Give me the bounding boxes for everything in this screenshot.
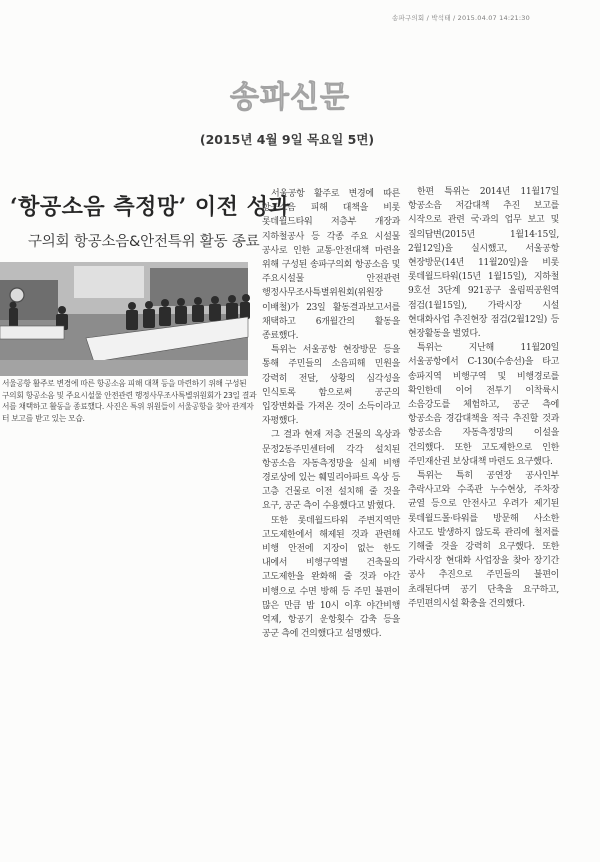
photo-caption — [2, 378, 257, 424]
article-column-middle — [262, 187, 400, 642]
article-paragraph: 특위는 지난해 11월20일 서울공항에서 C-130(수송선)을 타고 송파지역 비행구역 및 비행경로를 확인한데 이어 전투기 이착륙시 소음강도를 체험하고, 공군 측에 항공소음 경감대책을 적극 추진할 것과 항공소음 자동측정망의 이설을 건의했다. 또한 고도제한으로 인한 주민재산권 보상대책 마련도 요구했다. — [408, 343, 559, 467]
photo-wall-panel — [0, 280, 58, 320]
caption-line: 구의회 항공소음 및 주요시설물 안전관련 행정사무조사특별위원회가 23일 결과 — [2, 390, 257, 400]
article-paragraph: 또한 롯데월드타워 주변지역만 고도제한에서 해제된 것과 관련해 비행 안전에 지장이 없는 한도 내에서 비행구역별 건축물의 고도제한을 완화해 줄 것과 야간 비행으로 수면 방해 등 주민 불편이 많은 만큼 밤 10시 이후 야간비행 억제, 항공기 운항횟수 감축 등을 공군 측에 건의했다고 설명했다. — [262, 515, 400, 640]
article-paragraph: 한편 특위는 2014년 11월17일 항공소음 저감대책 추진 보고를 시작으로 관련 국·과의 업무 보고 및 질의답변(2015년 1월14·15일, 2월12일)을 실시했고, 서울공항 현장방문(14년 11월20일)을 비롯 롯데월드타워(15년 1월15일), 지하철 9호선 3단계 921공구 올림픽공원역 점검(1월15일), 가락시장 시설 현대화사업 추진현장 점검(2월12일) 등 현장활동을 벌였다. — [408, 187, 559, 340]
caption-line: 서울공항 활주로 변경에 따른 항공소음 피해 대책 등을 마련하기 위해 구성된 — [2, 379, 247, 388]
newspaper-masthead: 송파신문 — [230, 80, 350, 115]
photo-floor — [0, 360, 248, 376]
article-paragraph: 특위는 서울공항 현장방문 등을 통해 주민들의 소음피해 민원을 강력히 전달, 상황의 심각성을 인식토록 함으로써 공군의 입장변화를 가져온 것이 소득이라고 자평했다. — [262, 345, 400, 427]
clipping-stamp: 송파구의회 / 박석태 / 2015.04.07 14:21:30 — [392, 14, 530, 22]
photo-window — [74, 266, 144, 298]
meeting-photo — [0, 262, 248, 376]
article-column-right — [408, 185, 559, 611]
photo-left-desk — [0, 326, 64, 339]
photo-emblem — [10, 288, 24, 302]
article-paragraph: 그 결과 현재 저층 건물의 옥상과 문정2동주민센터에 각각 설치된 항공소음 자동측정망을 실제 비행 경로상에 있는 훼밀리아파트 옥상 등 고층 건물로 이전 설치해 줄 것을 요구, 공군 측이 수용했다고 밝혔다. — [262, 430, 400, 512]
article-subheadline: 구의회 항공소음&안전특위 활동 종료 — [28, 234, 260, 250]
article-paragraph: 특위는 특히 공연장 공사인부 추락사고와 수족관 누수현상, 주차장 균열 등으로 안전사고 우려가 제기된 롯데월드몰·타워를 방문해 사소한 사고도 발생하지 않도록 관리에 철저를 기해줄 것을 강력히 요구했다. 또한 가락시장 현대화 사업장을 찾아 장기간 공사 추진으로 주민들의 불편이 초래된다며 공기 단축을 요구하고, 주민편의시설 확충을 건의했다. — [408, 471, 559, 609]
caption-line: 터 보고를 받고 있는 모습. — [2, 413, 85, 423]
article-headline: ‘항공소음 측정망’ 이전 성과 — [10, 194, 291, 220]
headline-container — [10, 192, 291, 224]
caption-line: 서를 채택하고 활동을 종료했다. 사진은 특위 위원들이 서울공항을 찾아 관계자 — [2, 402, 254, 412]
meeting-photo-graphic — [0, 262, 248, 376]
publication-dateline: (2015년 4월 9일 목요일 5면) — [199, 132, 375, 147]
article-paragraph: 서울공항 활주로 변경에 따른 항공소음 피해 대책을 비롯 롯데월드타워 저층부 개장과 지하철공사 등 각종 주요 시설물 공사로 인한 교통·안전대책 마련을 위해 구성된 송파구의회 항공소음 및 주요시설물 안전관련 행정사무조사특별위원회(위원장 이배철)가 23일 활동결과보고서를 채택하고 6개월간의 활동을 종료했다. — [262, 189, 400, 342]
